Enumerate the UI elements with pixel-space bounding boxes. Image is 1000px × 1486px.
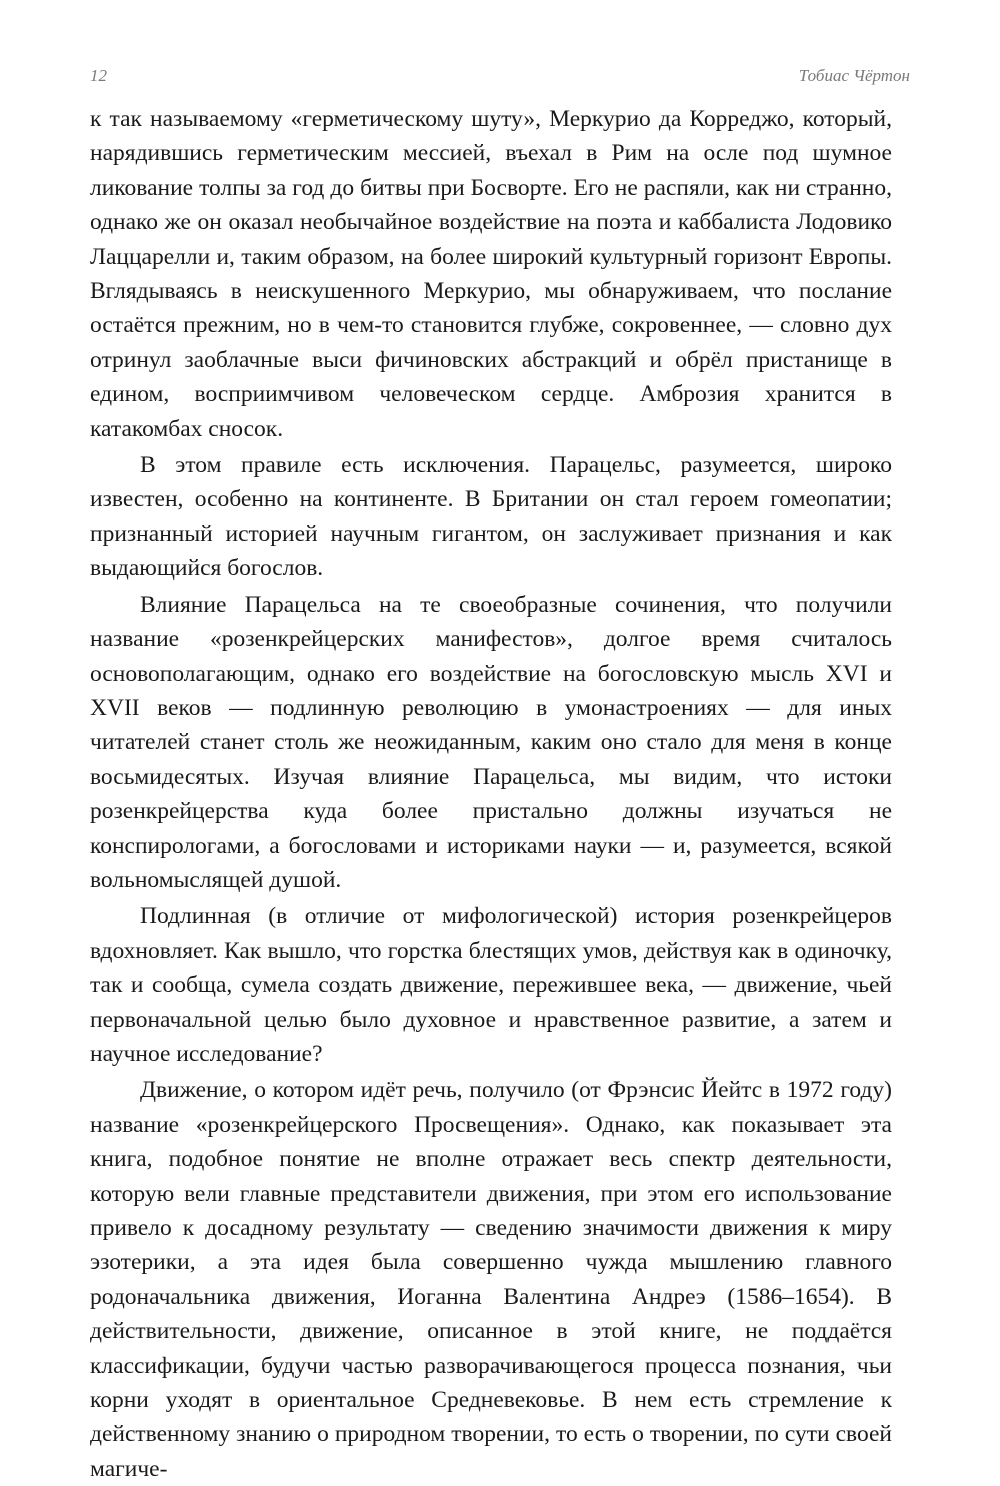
- paragraph-3: Влияние Парацельса на те своеобразные сочинения, что получили название «розенкрейцерских манифестов», долгое время считалось основополагающим, однако его воздействие на богословскую мысль XVI и XVII веков — подлинную революцию в умонастроениях — для иных читателей станет столь же неожиданным, каким оно стало для меня в конце восьмидесятых. Изучая влияние Парацельса, мы видим, что истоки розенкрейцерства куда более пристально должны изучаться не конспирологами, а богословами и историками науки — и, разумеется, всякой вольномыслящей душой.: [90, 591, 892, 893]
- paragraph-5: Движение, о котором идёт речь, получило (от Фрэнсис Йейтс в 1972 году) название «розенкрейцерского Просвещения». Однако, как показывает эта книга, подобное понятие не вполне отражает весь спектр деятельности, которую вели главные представители движения, при этом его использование привело к досадному результату — сведению значимости движения к миру эзотерики, а эта идея была совершенно чужда мышлению главного родоначальника движения, Иоганна Валентина Андреэ (1586–1654). В действительности, движение, описанное в этой книге, не поддаётся классификации, будучи частью разворачивающегося процесса познания, чьи корни уходят в ориентальное Средневековье. В нем есть стремление к действенному знанию о природном творении, то есть о творении, по сути своей магиче-: [90, 1077, 892, 1482]
- paragraph-2: В этом правиле есть исключения. Парацельс, разумеется, широко известен, особенно на континенте. В Британии он стал героем гомеопатии; признанный историей научным гигантом, он заслуживает признания и как выдающийся богослов.: [90, 452, 892, 582]
- body-text: [90, 102, 892, 1486]
- running-head-author: Тобиас Чёртон: [798, 66, 910, 85]
- page-header: [90, 66, 910, 90]
- paragraph-4: Подлинная (в отличие от мифологической) история розенкрейцеров вдохновляет. Как вышло, что горстка блестящих умов, действуя как в одиночку, так и сообща, сумела создать движение, пережившее века, — движение, чьей первоначальной целью было духовное и нравственное развитие, а затем и научное исследование?: [90, 903, 892, 1067]
- paragraph-1: к так называемому «герметическому шуту», Меркурио да Корреджо, который, нарядившись герметическим мессией, въехал в Рим на осле под шумное ликование толпы за год до битвы при Босворте. Его не распяли, как ни странно, однако же он оказал необычайное воздействие на поэта и каббалиста Лодовико Лаццарелли и, таким образом, на более широкий культурный горизонт Европы. Вглядываясь в неискушенного Меркурио, мы обнаруживаем, что послание остаётся прежним, но в чем-то становится глубже, сокровеннее, — словно дух отринул заоблачные выси фичиновских абстракций и обрёл пристанище в едином, восприимчивом человеческом сердце. Амброзия хранится в катакомбах сносок.: [90, 106, 892, 442]
- page-number: 12: [90, 66, 107, 85]
